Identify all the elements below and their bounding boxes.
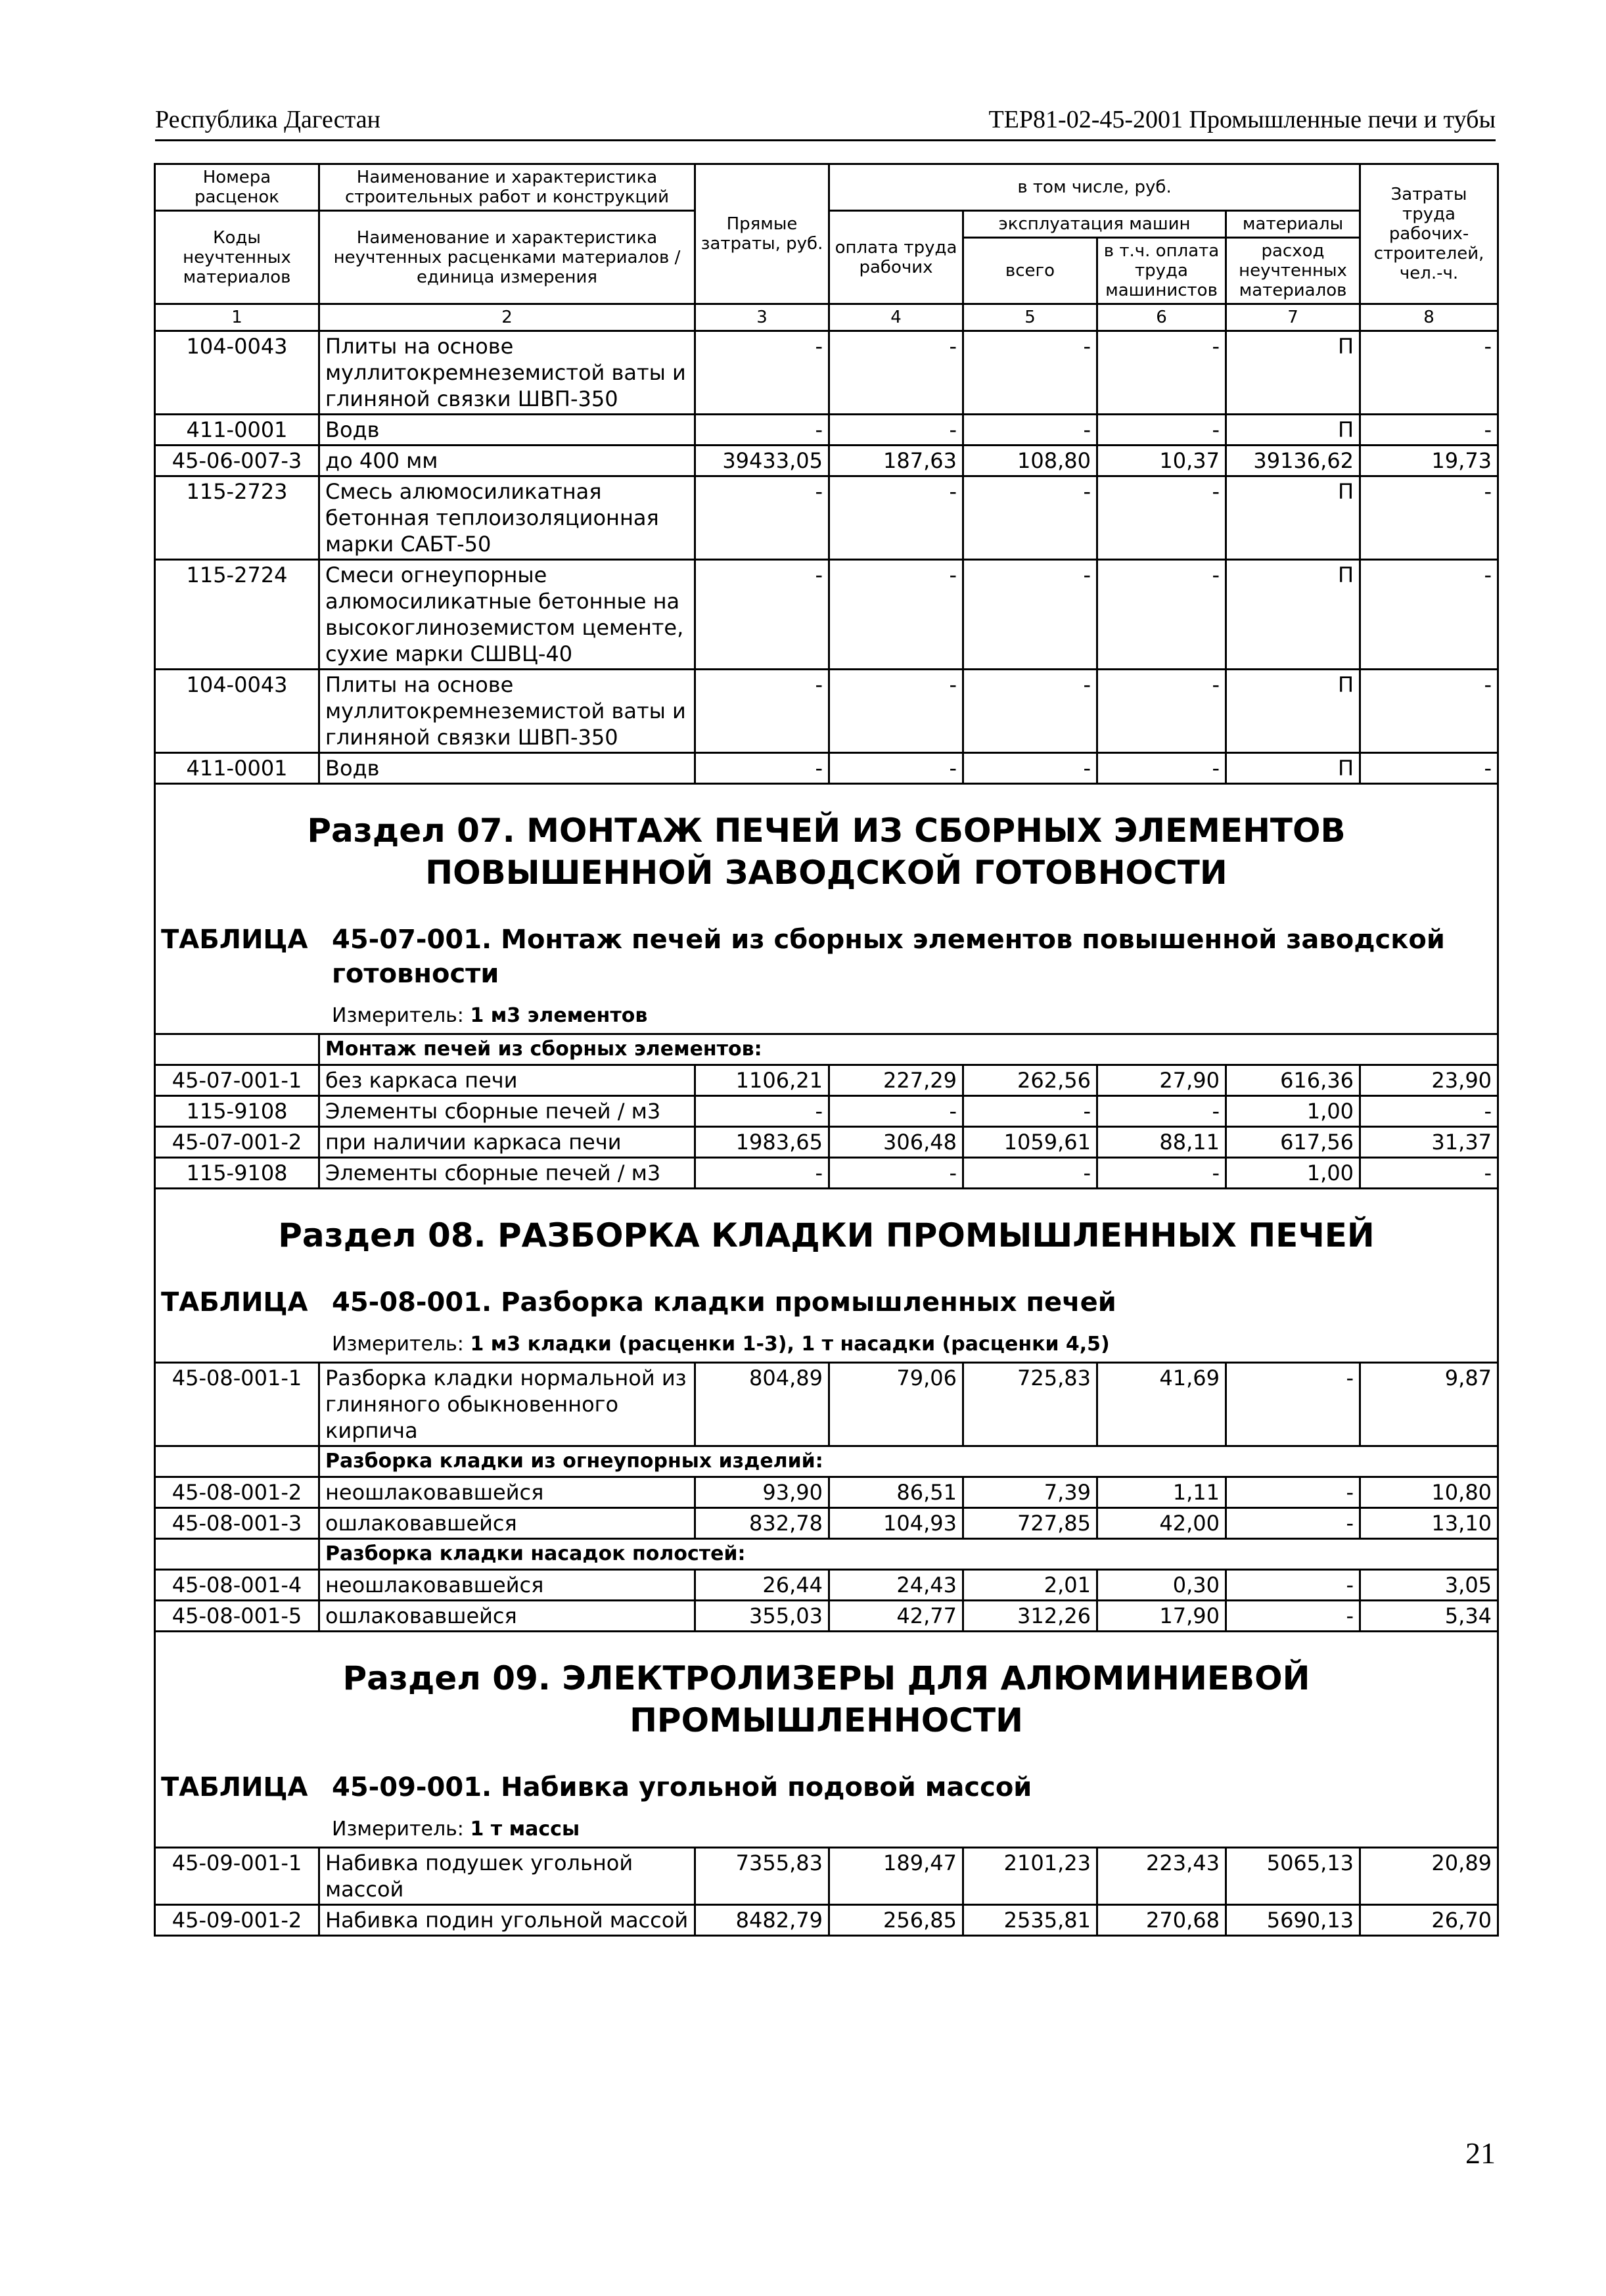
value-c4: 187,63 — [829, 446, 963, 476]
value-c5: 312,26 — [963, 1601, 1097, 1632]
rate-name: Разборка кладки нормальной из глиняного обыкновенного кирпича — [319, 1363, 695, 1446]
measure-label: Измеритель: — [332, 1004, 464, 1027]
section08-title-row — [155, 1189, 1498, 1272]
rate-name: Смеси огнеупорные алюмосиликатные бетонные на высокоглиноземистом цементе, сухие марки СШВЦ-40 — [319, 560, 695, 670]
table-row — [155, 560, 1498, 670]
value-c8: 23,90 — [1360, 1065, 1498, 1096]
table-name: 45-08-001. Разборка кладки промышленных печей — [332, 1287, 1116, 1318]
value-c5: 2101,23 — [963, 1848, 1097, 1905]
table-row — [155, 1127, 1498, 1158]
value-c4: 86,51 — [829, 1477, 963, 1508]
rate-name: Плиты на основе муллитокремнеземистой ваты и глиняной связки ШВП-350 — [319, 331, 695, 415]
value-c8: 3,05 — [1360, 1570, 1498, 1601]
value-c6: 41,69 — [1097, 1363, 1226, 1446]
value-c6: - — [1097, 331, 1226, 415]
value-c3: - — [695, 415, 829, 446]
value-c8: 10,80 — [1360, 1477, 1498, 1508]
column-number: 5 — [963, 304, 1097, 331]
value-c4: 256,85 — [829, 1905, 963, 1936]
table-row — [155, 331, 1498, 415]
value-c3: - — [695, 476, 829, 560]
value-c8: - — [1360, 670, 1498, 753]
rate-code: 45-09-001-1 — [155, 1848, 319, 1905]
table-row — [155, 1848, 1498, 1905]
measure-value: 1 м3 элементов — [470, 1004, 648, 1027]
value-c3: 7355,83 — [695, 1848, 829, 1905]
value-c7: - — [1226, 1570, 1360, 1601]
table-label: ТАБЛИЦА — [161, 1772, 308, 1802]
value-c7: 1,00 — [1226, 1096, 1360, 1127]
header-col4: оплата труда рабочих — [829, 211, 963, 304]
header-col8: Затраты труда рабочих-строителей, чел.-ч. — [1360, 164, 1498, 304]
value-c4: - — [829, 415, 963, 446]
header-col6: в т.ч. оплата труда машинистов — [1097, 238, 1226, 304]
rate-code: 45-07-001-1 — [155, 1065, 319, 1096]
value-c3: 93,90 — [695, 1477, 829, 1508]
group-heading-row-text: Разборка кладки насадок полостей: — [319, 1539, 1498, 1570]
measure-unit — [161, 995, 1492, 1032]
table-label: ТАБЛИЦА — [161, 1287, 308, 1318]
rate-code: 411-0001 — [155, 753, 319, 784]
group-heading-row — [155, 1446, 1498, 1477]
rate-code: 411-0001 — [155, 415, 319, 446]
rate-name: Набивка подин угольной массой — [319, 1905, 695, 1936]
header-row-1 — [155, 164, 1498, 211]
value-c5: - — [963, 670, 1097, 753]
table-name: 45-07-001. Монтаж печей из сборных элементов повышенной заводской готовности — [332, 925, 1445, 989]
value-c6: - — [1097, 753, 1226, 784]
value-c7: 617,56 — [1226, 1127, 1360, 1158]
value-c8: - — [1360, 476, 1498, 560]
value-c3: - — [695, 1158, 829, 1189]
value-c8: 5,34 — [1360, 1601, 1498, 1632]
column-number: 6 — [1097, 304, 1226, 331]
table-row — [155, 1601, 1498, 1632]
rate-name: без каркаса печи — [319, 1065, 695, 1096]
section07-table-title-row — [155, 908, 1498, 1034]
value-c7: П — [1226, 753, 1360, 784]
rate-code: 45-08-001-4 — [155, 1570, 319, 1601]
section08-title-row-cell — [155, 1189, 1498, 1272]
section09-table-title-row — [155, 1756, 1498, 1848]
running-head — [155, 105, 1496, 141]
value-c6: - — [1097, 670, 1226, 753]
value-c4: - — [829, 560, 963, 670]
value-c6: 17,90 — [1097, 1601, 1226, 1632]
measure-unit — [161, 1323, 1492, 1360]
table-row — [155, 1065, 1498, 1096]
rate-name: ошлаковавшейся — [319, 1508, 695, 1539]
header-group: в том числе, руб. — [829, 164, 1360, 211]
table-row — [155, 1158, 1498, 1189]
value-c8: 26,70 — [1360, 1905, 1498, 1936]
value-c5: 725,83 — [963, 1363, 1097, 1446]
rate-code: 104-0043 — [155, 670, 319, 753]
value-c7: - — [1226, 1508, 1360, 1539]
value-c8: 20,89 — [1360, 1848, 1498, 1905]
page-number: 21 — [1465, 2136, 1496, 2170]
column-number: 1 — [155, 304, 319, 331]
table-row — [155, 476, 1498, 560]
value-c4: - — [829, 331, 963, 415]
value-c3: - — [695, 331, 829, 415]
value-c5: 727,85 — [963, 1508, 1097, 1539]
header-col3: Прямые затраты, руб. — [695, 164, 829, 304]
column-number: 2 — [319, 304, 695, 331]
empty-code-cell — [155, 1539, 319, 1570]
rate-code: 115-2724 — [155, 560, 319, 670]
value-c5: - — [963, 415, 1097, 446]
group-heading-row — [155, 1034, 1498, 1065]
value-c8: 9,87 — [1360, 1363, 1498, 1446]
rate-name: Водв — [319, 753, 695, 784]
value-c7: - — [1226, 1601, 1360, 1632]
measure-unit — [161, 1808, 1492, 1845]
header-col1-bottom: Коды неучтенных материалов — [155, 211, 319, 304]
value-c4: - — [829, 1158, 963, 1189]
section09-title-row — [155, 1632, 1498, 1756]
empty-code-cell — [155, 1034, 319, 1065]
value-c7: П — [1226, 670, 1360, 753]
value-c8: 13,10 — [1360, 1508, 1498, 1539]
value-c6: 10,37 — [1097, 446, 1226, 476]
rate-code: 45-08-001-5 — [155, 1601, 319, 1632]
rate-code: 45-09-001-2 — [155, 1905, 319, 1936]
rates-sheet — [154, 163, 1497, 2003]
value-c6: - — [1097, 415, 1226, 446]
rate-name: Набивка подушек угольной массой — [319, 1848, 695, 1905]
section07-title-row-cell — [155, 784, 1498, 909]
header-col1-top: Номера расценок — [155, 164, 319, 211]
value-c7: - — [1226, 1363, 1360, 1446]
value-c5: 108,80 — [963, 446, 1097, 476]
header-col7: расход неучтенных материалов — [1226, 238, 1360, 304]
value-c7: - — [1226, 1477, 1360, 1508]
measure-value: 1 т массы — [470, 1818, 580, 1841]
value-c4: 24,43 — [829, 1570, 963, 1601]
value-c7: П — [1226, 560, 1360, 670]
column-number: 4 — [829, 304, 963, 331]
value-c4: 189,47 — [829, 1848, 963, 1905]
rates-table — [154, 163, 1499, 1937]
rate-name: Элементы сборные печей / м3 — [319, 1096, 695, 1127]
value-c4: 42,77 — [829, 1601, 963, 1632]
value-c5: 1059,61 — [963, 1127, 1097, 1158]
table-row — [155, 1477, 1498, 1508]
header-col2-bottom: Наименование и характеристика неучтенных расценками материалов / единица измерения — [319, 211, 695, 304]
rate-name: Смесь алюмосиликатная бетонная теплоизоляционная марки САБТ-50 — [319, 476, 695, 560]
rate-name: Плиты на основе муллитокремнеземистой ваты и глиняной связки ШВП-350 — [319, 670, 695, 753]
section09-title-row-cell — [155, 1632, 1498, 1756]
value-c6: 223,43 — [1097, 1848, 1226, 1905]
header-col2-top: Наименование и характеристика строительных работ и конструкций — [319, 164, 695, 211]
table-name: 45-09-001. Набивка угольной подовой массой — [332, 1772, 1032, 1802]
measure-value: 1 м3 кладки (расценки 1-3), 1 т насадки (расценки 4,5) — [470, 1333, 1110, 1356]
measure-label: Измеритель: — [332, 1333, 464, 1356]
value-c5: 2,01 — [963, 1570, 1097, 1601]
value-c8: - — [1360, 1158, 1498, 1189]
value-c3: - — [695, 753, 829, 784]
table-row — [155, 1570, 1498, 1601]
rate-name: неошлаковавшейся — [319, 1477, 695, 1508]
value-c3: - — [695, 560, 829, 670]
rate-code: 104-0043 — [155, 331, 319, 415]
value-c5: - — [963, 1096, 1097, 1127]
value-c7: 5065,13 — [1226, 1848, 1360, 1905]
value-c6: 270,68 — [1097, 1905, 1226, 1936]
value-c6: - — [1097, 560, 1226, 670]
rate-code: 45-08-001-2 — [155, 1477, 319, 1508]
table-title — [161, 1272, 1492, 1323]
rate-code: 45-06-007-3 — [155, 446, 319, 476]
section-title: Раздел 07. МОНТАЖ ПЕЧЕЙ ИЗ СБОРНЫХ ЭЛЕМЕНТОВ ПОВЫШЕННОЙ ЗАВОДСКОЙ ГОТОВНОСТИ — [307, 812, 1346, 892]
rate-code: 45-07-001-2 — [155, 1127, 319, 1158]
value-c7: 616,36 — [1226, 1065, 1360, 1096]
value-c6: - — [1097, 476, 1226, 560]
value-c7: П — [1226, 415, 1360, 446]
value-c5: - — [963, 331, 1097, 415]
table-row — [155, 446, 1498, 476]
header-machines: эксплуатация машин — [963, 211, 1226, 238]
value-c8: - — [1360, 753, 1498, 784]
value-c3: 39433,05 — [695, 446, 829, 476]
value-c6: - — [1097, 1096, 1226, 1127]
value-c7: 5690,13 — [1226, 1905, 1360, 1936]
section-title: Раздел 08. РАЗБОРКА КЛАДКИ ПРОМЫШЛЕННЫХ ПЕЧЕЙ — [278, 1216, 1375, 1254]
table-row — [155, 415, 1498, 446]
table-row — [155, 1096, 1498, 1127]
section09-table-title-row-cell — [155, 1756, 1498, 1848]
header-col5: всего — [963, 238, 1097, 304]
column-numbers-row — [155, 304, 1498, 331]
rate-code: 45-08-001-1 — [155, 1363, 319, 1446]
value-c7: 39136,62 — [1226, 446, 1360, 476]
value-c3: - — [695, 1096, 829, 1127]
value-c8: 19,73 — [1360, 446, 1498, 476]
value-c7: П — [1226, 476, 1360, 560]
rate-name: неошлаковавшейся — [319, 1570, 695, 1601]
table-row — [155, 1508, 1498, 1539]
section08-table-title-row-cell — [155, 1271, 1498, 1363]
rate-code: 45-08-001-3 — [155, 1508, 319, 1539]
value-c5: - — [963, 1158, 1097, 1189]
value-c6: 42,00 — [1097, 1508, 1226, 1539]
column-number: 7 — [1226, 304, 1360, 331]
value-c6: 0,30 — [1097, 1570, 1226, 1601]
value-c6: 88,11 — [1097, 1127, 1226, 1158]
group-heading-row-text: Разборка кладки из огнеупорных изделий: — [319, 1446, 1498, 1477]
header-region: Республика Дагестан — [155, 106, 380, 133]
value-c5: - — [963, 753, 1097, 784]
value-c5: - — [963, 560, 1097, 670]
value-c4: 306,48 — [829, 1127, 963, 1158]
value-c7: 1,00 — [1226, 1158, 1360, 1189]
table-row — [155, 1363, 1498, 1446]
value-c3: 1983,65 — [695, 1127, 829, 1158]
rate-name: Водв — [319, 415, 695, 446]
value-c3: - — [695, 670, 829, 753]
value-c4: 227,29 — [829, 1065, 963, 1096]
empty-code-cell — [155, 1446, 319, 1477]
value-c3: 26,44 — [695, 1570, 829, 1601]
value-c8: - — [1360, 560, 1498, 670]
value-c3: 8482,79 — [695, 1905, 829, 1936]
value-c4: - — [829, 753, 963, 784]
group-heading-row — [155, 1539, 1498, 1570]
section07-title-row — [155, 784, 1498, 909]
table-label: ТАБЛИЦА — [161, 925, 308, 955]
value-c5: - — [963, 476, 1097, 560]
value-c5: 7,39 — [963, 1477, 1097, 1508]
rate-code: 115-9108 — [155, 1158, 319, 1189]
value-c8: - — [1360, 415, 1498, 446]
value-c4: 104,93 — [829, 1508, 963, 1539]
rate-name: ошлаковавшейся — [319, 1601, 695, 1632]
rate-code: 115-9108 — [155, 1096, 319, 1127]
section07-table-title-row-cell — [155, 908, 1498, 1034]
value-c3: 1106,21 — [695, 1065, 829, 1096]
value-c5: 262,56 — [963, 1065, 1097, 1096]
value-c4: - — [829, 476, 963, 560]
header-document-code: ТЕР81-02-45-2001 Промышленные печи и тубы — [988, 106, 1496, 133]
table-row — [155, 670, 1498, 753]
group-heading-row-text: Монтаж печей из сборных элементов: — [319, 1034, 1498, 1065]
rate-name: Элементы сборные печей / м3 — [319, 1158, 695, 1189]
rate-name: до 400 мм — [319, 446, 695, 476]
rate-code: 115-2723 — [155, 476, 319, 560]
value-c6: 1,11 — [1097, 1477, 1226, 1508]
value-c8: 31,37 — [1360, 1127, 1498, 1158]
table-row — [155, 753, 1498, 784]
value-c6: - — [1097, 1158, 1226, 1189]
column-number: 8 — [1360, 304, 1498, 331]
header-materials: материалы — [1226, 211, 1360, 238]
measure-label: Измеритель: — [332, 1818, 464, 1841]
value-c4: - — [829, 670, 963, 753]
value-c3: 355,03 — [695, 1601, 829, 1632]
value-c4: 79,06 — [829, 1363, 963, 1446]
value-c3: 832,78 — [695, 1508, 829, 1539]
value-c3: 804,89 — [695, 1363, 829, 1446]
section08-table-title-row — [155, 1271, 1498, 1363]
value-c4: - — [829, 1096, 963, 1127]
value-c8: - — [1360, 1096, 1498, 1127]
rate-name: при наличии каркаса печи — [319, 1127, 695, 1158]
table-title — [161, 909, 1492, 995]
value-c6: 27,90 — [1097, 1065, 1226, 1096]
table-title — [161, 1757, 1492, 1808]
value-c8: - — [1360, 331, 1498, 415]
column-number: 3 — [695, 304, 829, 331]
value-c5: 2535,81 — [963, 1905, 1097, 1936]
table-row — [155, 1905, 1498, 1936]
section-title: Раздел 09. ЭЛЕКТРОЛИЗЕРЫ ДЛЯ АЛЮМИНИЕВОЙ ПРОМЫШЛЕННОСТИ — [342, 1659, 1310, 1739]
value-c7: П — [1226, 331, 1360, 415]
